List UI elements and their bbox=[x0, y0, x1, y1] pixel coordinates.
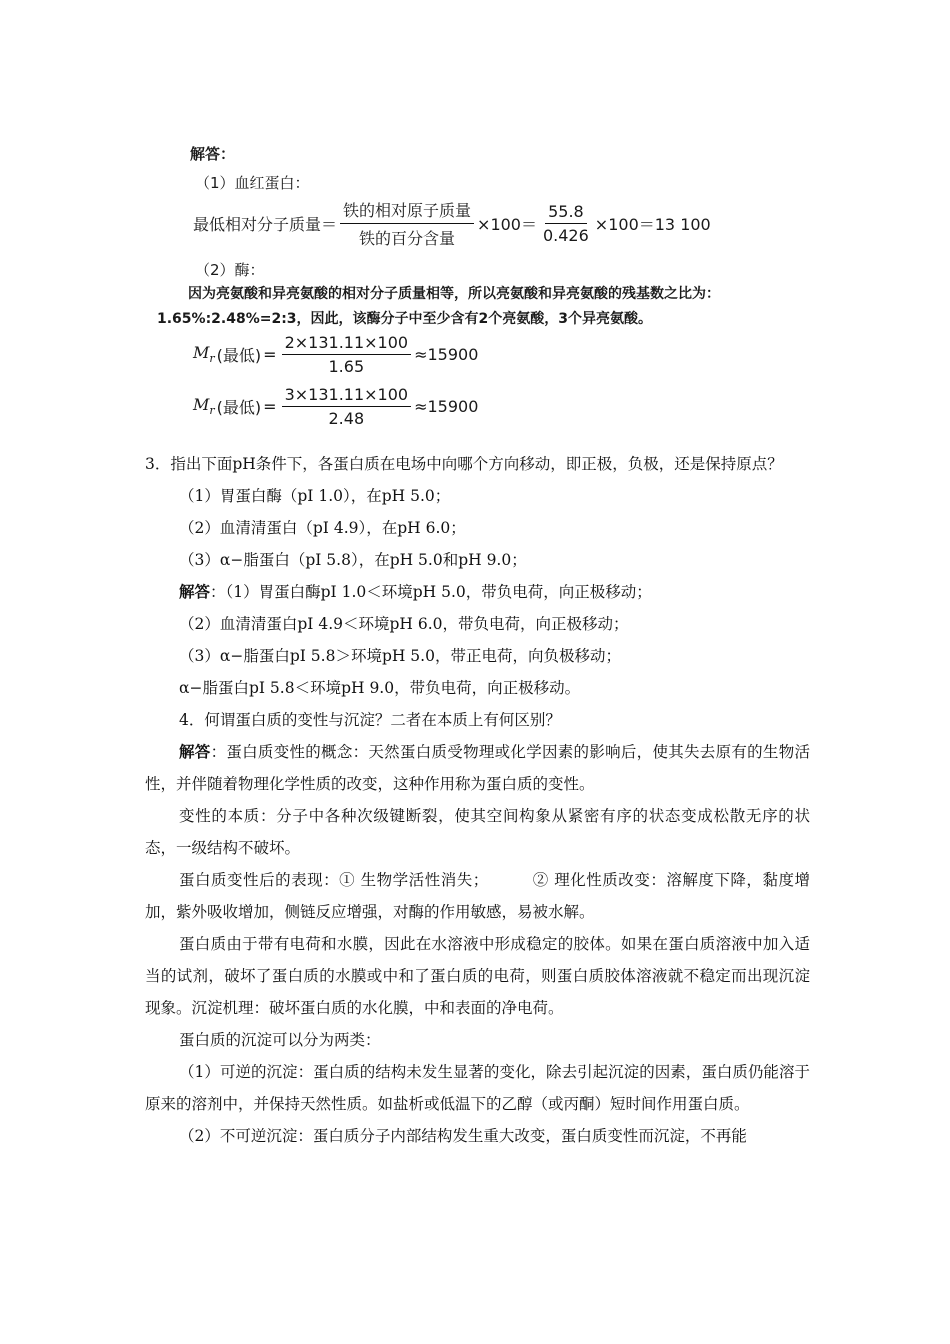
equation-min-molecular-weight bbox=[193, 198, 711, 249]
mr1-denominator: 1.65 bbox=[328, 357, 365, 376]
mr2-numerator: 3×131.11×100 bbox=[282, 385, 412, 407]
eq1-result: ×100＝13 100 bbox=[594, 215, 711, 234]
q4-manifest-b: ② 理化性质改变：溶解度下降，黏度增加，紫外吸收增加，侧链反应增强，对酶的作用敏感，易被水解。 bbox=[145, 871, 810, 921]
eq1-lhs: 最低相对分子质量＝ bbox=[193, 215, 338, 234]
mr2-equals: = bbox=[263, 397, 277, 416]
mr2-denominator: 2.48 bbox=[328, 409, 365, 428]
part2-label: （2）酶： bbox=[195, 261, 265, 279]
q3-item-2: （2）血清清蛋白（pI 4.9），在pH 6.0； bbox=[179, 519, 466, 537]
eq1-fraction-values bbox=[540, 202, 592, 245]
mr2-fraction bbox=[282, 385, 412, 428]
document-body bbox=[145, 448, 810, 1152]
mr1-equals: = bbox=[263, 345, 277, 364]
mr1-approx: ≈15900 bbox=[414, 345, 479, 364]
q3-answer-2: （2）血清清蛋白pI 4.9＜环境pH 6.0，带负电荷，向正极移动； bbox=[179, 615, 629, 633]
q3-answer-label: 解答 bbox=[179, 582, 211, 601]
q4-answer-label: 解答 bbox=[179, 742, 211, 761]
mr2-label: (最低) bbox=[216, 398, 262, 417]
q3-answer-4: α−脂蛋白pI 5.8＜环境pH 9.0，带负电荷，向正极移动。 bbox=[179, 679, 581, 697]
mr2-approx: ≈15900 bbox=[414, 397, 479, 416]
q4-answer-text: ：蛋白质变性的概念：天然蛋白质受物理或化学因素的影响后，使其失去原有的生物活性，并伴随着物理化学性质的改变，这种作用称为蛋白质的变性。 bbox=[145, 743, 810, 793]
q4-manifest-a: 蛋白质变性后的表现：① 生物学活性消失； bbox=[179, 871, 489, 889]
eq1-frac1-numerator: 铁的相对原子质量 bbox=[340, 198, 474, 224]
q3-item-1: （1）胃蛋白酶（pI 1.0），在pH 5.0； bbox=[179, 487, 451, 505]
mr1-symbol: $M_r$ bbox=[193, 343, 215, 366]
mr-equation-isoleucine bbox=[193, 385, 478, 428]
q3-item-3: （3）α−脂蛋白（pI 5.8），在pH 5.0和pH 9.0； bbox=[179, 551, 527, 569]
q4-answer bbox=[145, 736, 810, 800]
mr1-numerator: 2×131.11×100 bbox=[282, 333, 412, 355]
q3-question: 3．指出下面pH条件下，各蛋白质在电场中向哪个方向移动，即正极，负极，还是保持原点？ bbox=[145, 455, 783, 473]
mr1-label: (最低) bbox=[216, 346, 262, 365]
mr1-subscript: r bbox=[209, 352, 215, 366]
part1-label: （1）血红蛋白： bbox=[195, 174, 310, 192]
eq1-frac1-denominator: 铁的百分含量 bbox=[359, 229, 456, 248]
eq1-fraction-iron bbox=[340, 198, 474, 249]
mr2-symbol: $M_r$ bbox=[193, 395, 215, 418]
mr1-fraction bbox=[282, 333, 412, 376]
part2-line2: 1.65%:2.48%=2:3，因此，该酶分子中至少含有2个亮氨酸，3个异亮氨酸。 bbox=[157, 311, 653, 327]
eq1-frac2-denominator: 0.426 bbox=[542, 226, 589, 245]
q4-essence: 变性的本质：分子中各种次级键断裂，使其空间构象从紧密有序的状态变成松散无序的状态，一级结构不破坏。 bbox=[145, 807, 810, 857]
q4-types-intro: 蛋白质的沉淀可以分为两类： bbox=[179, 1031, 381, 1049]
eq1-times: ×100＝ bbox=[477, 215, 537, 234]
mr-equation-leucine bbox=[193, 333, 478, 376]
q3-answer-first: ：（1）胃蛋白酶pI 1.0＜环境pH 5.0，带负电荷，向正极移动； bbox=[210, 583, 652, 601]
answer-heading: 解答： bbox=[190, 145, 236, 163]
q4-colloid: 蛋白质由于带有电荷和水膜，因此在水溶液中形成稳定的胶体。如果在蛋白质溶液中加入适当的试剂，破坏了蛋白质的水膜或中和了蛋白质的电荷，则蛋白质胶体溶液就不稳定而出现沉淀现象。沉淀机理：破坏蛋白质的水化膜，中和表面的净电荷。 bbox=[145, 935, 810, 1017]
q3-answer-3: （3）α−脂蛋白pI 5.8＞环境pH 5.0，带正电荷，向负极移动； bbox=[179, 647, 621, 665]
q4-question: 4．何谓蛋白质的变性与沉淀？二者在本质上有何区别？ bbox=[179, 711, 561, 729]
part2-line1: 因为亮氨酸和异亮氨酸的相对分子质量相等，所以亮氨酸和异亮氨酸的残基数之比为： bbox=[188, 286, 720, 302]
q3-answer-1 bbox=[145, 576, 810, 608]
eq1-frac2-numerator: 55.8 bbox=[545, 202, 587, 224]
q4-irreversible: （2）不可逆沉淀：蛋白质分子内部结构发生重大改变，蛋白质变性而沉淀，不再能 bbox=[179, 1127, 747, 1145]
q4-reversible: （1）可逆的沉淀：蛋白质的结构未发生显著的变化，除去引起沉淀的因素，蛋白质仍能溶于原来的溶剂中，并保持天然性质。如盐析或低温下的乙醇（或丙酮）短时间作用蛋白质。 bbox=[145, 1063, 810, 1113]
mr2-subscript: r bbox=[209, 404, 215, 418]
q4-manifestations bbox=[145, 864, 810, 928]
